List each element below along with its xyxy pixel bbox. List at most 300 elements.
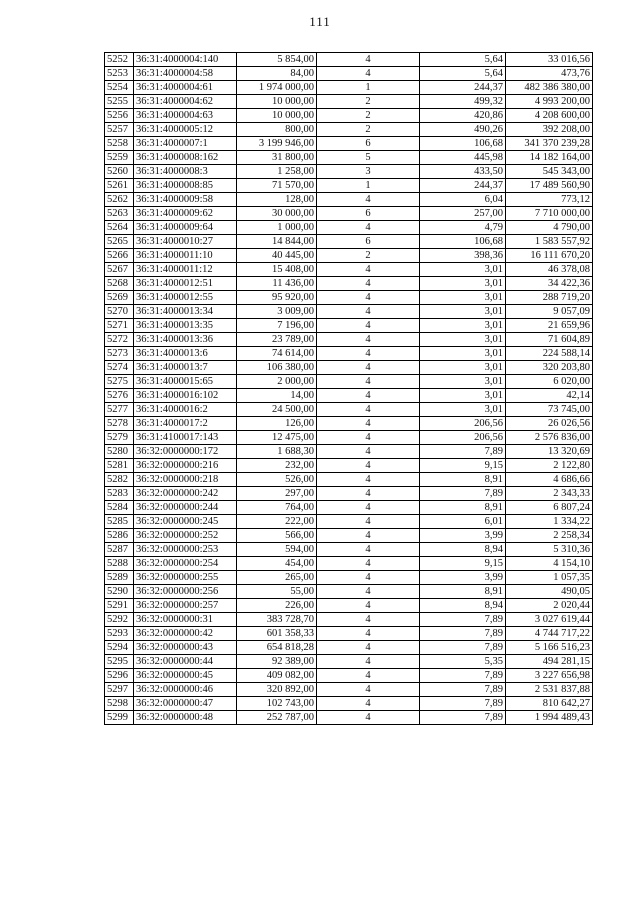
table-row xyxy=(105,291,593,305)
row-number-cell: 5254 xyxy=(105,81,134,95)
group-cell: 4 xyxy=(317,543,420,557)
table-row xyxy=(105,207,593,221)
rate-cell: 9,15 xyxy=(420,459,506,473)
area-cell: 3 009,00 xyxy=(237,305,317,319)
cadastral-number-cell: 36:31:4000013:36 xyxy=(134,333,237,347)
area-cell: 566,00 xyxy=(237,529,317,543)
cadastral-number-cell: 36:31:4000005:12 xyxy=(134,123,237,137)
cadastral-value-cell: 1 994 489,43 xyxy=(506,711,593,725)
area-cell: 23 789,00 xyxy=(237,333,317,347)
group-cell: 4 xyxy=(317,627,420,641)
table-row xyxy=(105,319,593,333)
row-number-cell: 5284 xyxy=(105,501,134,515)
cadastral-value-cell: 3 027 619,44 xyxy=(506,613,593,627)
cadastral-value-cell: 288 719,20 xyxy=(506,291,593,305)
area-cell: 10 000,00 xyxy=(237,95,317,109)
cadastral-value-cell: 13 320,69 xyxy=(506,445,593,459)
table-row xyxy=(105,95,593,109)
row-number-cell: 5295 xyxy=(105,655,134,669)
area-cell: 226,00 xyxy=(237,599,317,613)
cadastral-number-cell: 36:31:4000011:10 xyxy=(134,249,237,263)
cadastral-value-cell: 34 422,36 xyxy=(506,277,593,291)
area-cell: 128,00 xyxy=(237,193,317,207)
row-number-cell: 5274 xyxy=(105,361,134,375)
cadastral-value-cell: 71 604,89 xyxy=(506,333,593,347)
area-cell: 409 082,00 xyxy=(237,669,317,683)
row-number-cell: 5294 xyxy=(105,641,134,655)
row-number-cell: 5263 xyxy=(105,207,134,221)
row-number-cell: 5267 xyxy=(105,263,134,277)
table-row xyxy=(105,711,593,725)
area-cell: 594,00 xyxy=(237,543,317,557)
table-row xyxy=(105,109,593,123)
cadastral-value-cell: 14 182 164,00 xyxy=(506,151,593,165)
area-cell: 71 570,00 xyxy=(237,179,317,193)
group-cell: 6 xyxy=(317,235,420,249)
cadastral-number-cell: 36:32:0000000:252 xyxy=(134,529,237,543)
rate-cell: 7,89 xyxy=(420,683,506,697)
row-number-cell: 5287 xyxy=(105,543,134,557)
cadastral-value-cell: 21 659,96 xyxy=(506,319,593,333)
cadastral-number-cell: 36:32:0000000:245 xyxy=(134,515,237,529)
cadastral-value-cell: 46 378,08 xyxy=(506,263,593,277)
cadastral-value-cell: 473,76 xyxy=(506,67,593,81)
table-row xyxy=(105,137,593,151)
area-cell: 764,00 xyxy=(237,501,317,515)
row-number-cell: 5297 xyxy=(105,683,134,697)
cadastral-number-cell: 36:31:4000008:85 xyxy=(134,179,237,193)
cadastral-value-cell: 2 531 837,88 xyxy=(506,683,593,697)
row-number-cell: 5259 xyxy=(105,151,134,165)
rate-cell: 5,64 xyxy=(420,67,506,81)
cadastral-number-cell: 36:32:0000000:48 xyxy=(134,711,237,725)
row-number-cell: 5286 xyxy=(105,529,134,543)
rate-cell: 8,94 xyxy=(420,543,506,557)
table-row xyxy=(105,585,593,599)
row-number-cell: 5266 xyxy=(105,249,134,263)
area-cell: 654 818,28 xyxy=(237,641,317,655)
group-cell: 4 xyxy=(317,501,420,515)
row-number-cell: 5278 xyxy=(105,417,134,431)
rate-cell: 257,00 xyxy=(420,207,506,221)
group-cell: 4 xyxy=(317,613,420,627)
table-row xyxy=(105,53,593,67)
row-number-cell: 5285 xyxy=(105,515,134,529)
cadastral-value-cell: 4 790,00 xyxy=(506,221,593,235)
cadastral-value-cell: 6 807,24 xyxy=(506,501,593,515)
rate-cell: 420,86 xyxy=(420,109,506,123)
rate-cell: 106,68 xyxy=(420,137,506,151)
cadastral-number-cell: 36:31:4000008:3 xyxy=(134,165,237,179)
group-cell: 1 xyxy=(317,179,420,193)
rate-cell: 7,89 xyxy=(420,669,506,683)
cadastral-number-cell: 36:32:0000000:244 xyxy=(134,501,237,515)
cadastral-value-cell: 2 576 836,00 xyxy=(506,431,593,445)
cadastral-number-cell: 36:32:0000000:242 xyxy=(134,487,237,501)
table-row xyxy=(105,389,593,403)
row-number-cell: 5279 xyxy=(105,431,134,445)
rate-cell: 3,01 xyxy=(420,277,506,291)
cadastral-value-cell: 73 745,00 xyxy=(506,403,593,417)
cadastral-number-cell: 36:32:0000000:254 xyxy=(134,557,237,571)
cadastral-number-cell: 36:31:4000016:2 xyxy=(134,403,237,417)
cadastral-value-cell: 1 057,35 xyxy=(506,571,593,585)
rate-cell: 3,01 xyxy=(420,305,506,319)
table-row xyxy=(105,179,593,193)
area-cell: 5 854,00 xyxy=(237,53,317,67)
area-cell: 7 196,00 xyxy=(237,319,317,333)
row-number-cell: 5264 xyxy=(105,221,134,235)
rate-cell: 6,04 xyxy=(420,193,506,207)
cadastral-number-cell: 36:32:0000000:216 xyxy=(134,459,237,473)
cadastral-value-cell: 341 370 239,28 xyxy=(506,137,593,151)
area-cell: 383 728,70 xyxy=(237,613,317,627)
cadastral-number-cell: 36:31:4000009:58 xyxy=(134,193,237,207)
table-row xyxy=(105,627,593,641)
table-row xyxy=(105,459,593,473)
rate-cell: 8,91 xyxy=(420,501,506,515)
area-cell: 1 000,00 xyxy=(237,221,317,235)
area-cell: 102 743,00 xyxy=(237,697,317,711)
group-cell: 4 xyxy=(317,599,420,613)
cadastral-value-cell: 2 258,34 xyxy=(506,529,593,543)
row-number-cell: 5252 xyxy=(105,53,134,67)
cadastral-value-cell: 545 343,00 xyxy=(506,165,593,179)
group-cell: 4 xyxy=(317,529,420,543)
cadastral-number-cell: 36:32:0000000:218 xyxy=(134,473,237,487)
row-number-cell: 5292 xyxy=(105,613,134,627)
cadastral-value-cell: 4 208 600,00 xyxy=(506,109,593,123)
area-cell: 40 445,00 xyxy=(237,249,317,263)
row-number-cell: 5290 xyxy=(105,585,134,599)
row-number-cell: 5258 xyxy=(105,137,134,151)
rate-cell: 3,01 xyxy=(420,319,506,333)
area-cell: 320 892,00 xyxy=(237,683,317,697)
area-cell: 31 800,00 xyxy=(237,151,317,165)
rate-cell: 9,15 xyxy=(420,557,506,571)
table-row xyxy=(105,361,593,375)
table-row xyxy=(105,445,593,459)
area-cell: 84,00 xyxy=(237,67,317,81)
cadastral-value-cell: 33 016,56 xyxy=(506,53,593,67)
group-cell: 6 xyxy=(317,207,420,221)
cadastral-number-cell: 36:32:0000000:44 xyxy=(134,655,237,669)
cadastral-number-cell: 36:31:4000009:62 xyxy=(134,207,237,221)
row-number-cell: 5281 xyxy=(105,459,134,473)
group-cell: 4 xyxy=(317,193,420,207)
group-cell: 4 xyxy=(317,459,420,473)
row-number-cell: 5291 xyxy=(105,599,134,613)
table-row xyxy=(105,249,593,263)
group-cell: 4 xyxy=(317,291,420,305)
rate-cell: 7,89 xyxy=(420,641,506,655)
cadastral-value-cell: 490,05 xyxy=(506,585,593,599)
area-cell: 1 688,30 xyxy=(237,445,317,459)
cadastral-value-cell: 26 026,56 xyxy=(506,417,593,431)
area-cell: 106 380,00 xyxy=(237,361,317,375)
cadastral-value-cell: 2 020,44 xyxy=(506,599,593,613)
cadastral-number-cell: 36:31:4000007:1 xyxy=(134,137,237,151)
cadastral-value-cell: 1 334,22 xyxy=(506,515,593,529)
table-row xyxy=(105,221,593,235)
cadastral-number-cell: 36:32:0000000:45 xyxy=(134,669,237,683)
group-cell: 4 xyxy=(317,655,420,669)
cadastral-value-cell: 3 227 656,98 xyxy=(506,669,593,683)
group-cell: 4 xyxy=(317,417,420,431)
area-cell: 92 389,00 xyxy=(237,655,317,669)
area-cell: 95 920,00 xyxy=(237,291,317,305)
area-cell: 222,00 xyxy=(237,515,317,529)
area-cell: 24 500,00 xyxy=(237,403,317,417)
row-number-cell: 5280 xyxy=(105,445,134,459)
cadastral-number-cell: 36:32:0000000:256 xyxy=(134,585,237,599)
cadastral-number-cell: 36:31:4000004:140 xyxy=(134,53,237,67)
cadastral-number-cell: 36:32:0000000:31 xyxy=(134,613,237,627)
cadastral-value-cell: 9 057,09 xyxy=(506,305,593,319)
cadastral-value-cell: 224 588,14 xyxy=(506,347,593,361)
cadastral-value-cell: 2 122,80 xyxy=(506,459,593,473)
table-row xyxy=(105,193,593,207)
row-number-cell: 5296 xyxy=(105,669,134,683)
cadastral-value-cell: 494 281,15 xyxy=(506,655,593,669)
cadastral-number-cell: 36:32:0000000:253 xyxy=(134,543,237,557)
cadastral-number-cell: 36:31:4000011:12 xyxy=(134,263,237,277)
rate-cell: 7,89 xyxy=(420,445,506,459)
row-number-cell: 5293 xyxy=(105,627,134,641)
cadastral-value-cell: 392 208,00 xyxy=(506,123,593,137)
area-cell: 1 974 000,00 xyxy=(237,81,317,95)
table-row xyxy=(105,613,593,627)
cadastral-value-cell: 16 111 670,20 xyxy=(506,249,593,263)
group-cell: 4 xyxy=(317,641,420,655)
row-number-cell: 5288 xyxy=(105,557,134,571)
cadastral-number-cell: 36:31:4000012:55 xyxy=(134,291,237,305)
table-row xyxy=(105,529,593,543)
group-cell: 4 xyxy=(317,333,420,347)
cadastral-value-cell: 5 166 516,23 xyxy=(506,641,593,655)
group-cell: 5 xyxy=(317,151,420,165)
group-cell: 4 xyxy=(317,697,420,711)
rate-cell: 3,01 xyxy=(420,291,506,305)
cadastral-number-cell: 36:31:4000010:27 xyxy=(134,235,237,249)
table-row xyxy=(105,277,593,291)
area-cell: 1 258,00 xyxy=(237,165,317,179)
table-row xyxy=(105,543,593,557)
table-row xyxy=(105,655,593,669)
area-cell: 12 475,00 xyxy=(237,431,317,445)
table-row xyxy=(105,403,593,417)
cadastral-number-cell: 36:31:4000015:65 xyxy=(134,375,237,389)
table-row xyxy=(105,347,593,361)
area-cell: 800,00 xyxy=(237,123,317,137)
cadastral-value-cell: 4 686,66 xyxy=(506,473,593,487)
group-cell: 4 xyxy=(317,473,420,487)
rate-cell: 6,01 xyxy=(420,515,506,529)
cadastral-value-cell: 4 744 717,22 xyxy=(506,627,593,641)
table-row xyxy=(105,487,593,501)
table-row xyxy=(105,417,593,431)
area-cell: 74 614,00 xyxy=(237,347,317,361)
group-cell: 4 xyxy=(317,669,420,683)
cadastral-value-table xyxy=(104,52,593,725)
cadastral-number-cell: 36:31:4100017:143 xyxy=(134,431,237,445)
area-cell: 14 844,00 xyxy=(237,235,317,249)
rate-cell: 8,91 xyxy=(420,473,506,487)
table-row xyxy=(105,263,593,277)
rate-cell: 8,91 xyxy=(420,585,506,599)
rate-cell: 3,01 xyxy=(420,263,506,277)
group-cell: 4 xyxy=(317,375,420,389)
rate-cell: 3,99 xyxy=(420,571,506,585)
cadastral-value-cell: 773,12 xyxy=(506,193,593,207)
cadastral-value-cell: 2 343,33 xyxy=(506,487,593,501)
cadastral-number-cell: 36:32:0000000:257 xyxy=(134,599,237,613)
table-row xyxy=(105,151,593,165)
cadastral-number-cell: 36:31:4000013:35 xyxy=(134,319,237,333)
row-number-cell: 5277 xyxy=(105,403,134,417)
table-row xyxy=(105,305,593,319)
group-cell: 2 xyxy=(317,123,420,137)
area-cell: 454,00 xyxy=(237,557,317,571)
cadastral-value-cell: 4 993 200,00 xyxy=(506,95,593,109)
group-cell: 1 xyxy=(317,81,420,95)
row-number-cell: 5289 xyxy=(105,571,134,585)
rate-cell: 3,01 xyxy=(420,333,506,347)
row-number-cell: 5265 xyxy=(105,235,134,249)
cadastral-number-cell: 36:31:4000008:162 xyxy=(134,151,237,165)
cadastral-number-cell: 36:31:4000004:62 xyxy=(134,95,237,109)
row-number-cell: 5276 xyxy=(105,389,134,403)
row-number-cell: 5257 xyxy=(105,123,134,137)
group-cell: 4 xyxy=(317,305,420,319)
group-cell: 4 xyxy=(317,515,420,529)
area-cell: 10 000,00 xyxy=(237,109,317,123)
rate-cell: 3,01 xyxy=(420,403,506,417)
group-cell: 4 xyxy=(317,53,420,67)
rate-cell: 3,01 xyxy=(420,361,506,375)
rate-cell: 3,01 xyxy=(420,347,506,361)
row-number-cell: 5253 xyxy=(105,67,134,81)
rate-cell: 5,64 xyxy=(420,53,506,67)
rate-cell: 4,79 xyxy=(420,221,506,235)
rate-cell: 7,89 xyxy=(420,627,506,641)
cadastral-value-cell: 17 489 560,90 xyxy=(506,179,593,193)
cadastral-value-cell: 320 203,80 xyxy=(506,361,593,375)
area-cell: 2 000,00 xyxy=(237,375,317,389)
cadastral-number-cell: 36:32:0000000:43 xyxy=(134,641,237,655)
group-cell: 3 xyxy=(317,165,420,179)
row-number-cell: 5255 xyxy=(105,95,134,109)
rate-cell: 106,68 xyxy=(420,235,506,249)
group-cell: 4 xyxy=(317,277,420,291)
row-number-cell: 5298 xyxy=(105,697,134,711)
group-cell: 4 xyxy=(317,263,420,277)
cadastral-number-cell: 36:32:0000000:42 xyxy=(134,627,237,641)
page-number: 111 xyxy=(309,14,331,29)
area-cell: 232,00 xyxy=(237,459,317,473)
group-cell: 2 xyxy=(317,109,420,123)
row-number-cell: 5270 xyxy=(105,305,134,319)
rate-cell: 3,01 xyxy=(420,389,506,403)
rate-cell: 7,89 xyxy=(420,487,506,501)
area-cell: 55,00 xyxy=(237,585,317,599)
area-cell: 30 000,00 xyxy=(237,207,317,221)
row-number-cell: 5272 xyxy=(105,333,134,347)
table-row xyxy=(105,599,593,613)
group-cell: 4 xyxy=(317,585,420,599)
table-row xyxy=(105,571,593,585)
table-body xyxy=(105,53,593,725)
table-row xyxy=(105,165,593,179)
rate-cell: 8,94 xyxy=(420,599,506,613)
cadastral-value-cell: 4 154,10 xyxy=(506,557,593,571)
row-number-cell: 5269 xyxy=(105,291,134,305)
row-number-cell: 5275 xyxy=(105,375,134,389)
row-number-cell: 5261 xyxy=(105,179,134,193)
row-number-cell: 5282 xyxy=(105,473,134,487)
group-cell: 4 xyxy=(317,445,420,459)
cadastral-value-cell: 5 310,36 xyxy=(506,543,593,557)
table-row xyxy=(105,501,593,515)
row-number-cell: 5268 xyxy=(105,277,134,291)
group-cell: 6 xyxy=(317,137,420,151)
group-cell: 4 xyxy=(317,319,420,333)
area-cell: 126,00 xyxy=(237,417,317,431)
rate-cell: 206,56 xyxy=(420,431,506,445)
rate-cell: 244,37 xyxy=(420,81,506,95)
rate-cell: 244,37 xyxy=(420,179,506,193)
row-number-cell: 5299 xyxy=(105,711,134,725)
rate-cell: 7,89 xyxy=(420,613,506,627)
area-cell: 265,00 xyxy=(237,571,317,585)
cadastral-number-cell: 36:32:0000000:255 xyxy=(134,571,237,585)
table-row xyxy=(105,67,593,81)
area-cell: 3 199 946,00 xyxy=(237,137,317,151)
rate-cell: 490,26 xyxy=(420,123,506,137)
cadastral-number-cell: 36:32:0000000:46 xyxy=(134,683,237,697)
rate-cell: 7,89 xyxy=(420,697,506,711)
cadastral-number-cell: 36:31:4000016:102 xyxy=(134,389,237,403)
table-row xyxy=(105,697,593,711)
group-cell: 4 xyxy=(317,347,420,361)
row-number-cell: 5273 xyxy=(105,347,134,361)
cadastral-number-cell: 36:31:4000004:58 xyxy=(134,67,237,81)
cadastral-number-cell: 36:31:4000013:7 xyxy=(134,361,237,375)
group-cell: 4 xyxy=(317,389,420,403)
table-row xyxy=(105,431,593,445)
rate-cell: 398,36 xyxy=(420,249,506,263)
group-cell: 4 xyxy=(317,361,420,375)
cadastral-number-cell: 36:31:4000004:63 xyxy=(134,109,237,123)
cadastral-number-cell: 36:31:4000013:34 xyxy=(134,305,237,319)
cadastral-value-cell: 42,14 xyxy=(506,389,593,403)
table-row xyxy=(105,81,593,95)
area-cell: 252 787,00 xyxy=(237,711,317,725)
rate-cell: 433,50 xyxy=(420,165,506,179)
table-row xyxy=(105,641,593,655)
rate-cell: 5,35 xyxy=(420,655,506,669)
row-number-cell: 5262 xyxy=(105,193,134,207)
row-number-cell: 5256 xyxy=(105,109,134,123)
cadastral-number-cell: 36:31:4000009:64 xyxy=(134,221,237,235)
table-row xyxy=(105,333,593,347)
group-cell: 4 xyxy=(317,67,420,81)
cadastral-value-cell: 7 710 000,00 xyxy=(506,207,593,221)
group-cell: 4 xyxy=(317,557,420,571)
table-row xyxy=(105,515,593,529)
table-row xyxy=(105,683,593,697)
cadastral-number-cell: 36:31:4000004:61 xyxy=(134,81,237,95)
